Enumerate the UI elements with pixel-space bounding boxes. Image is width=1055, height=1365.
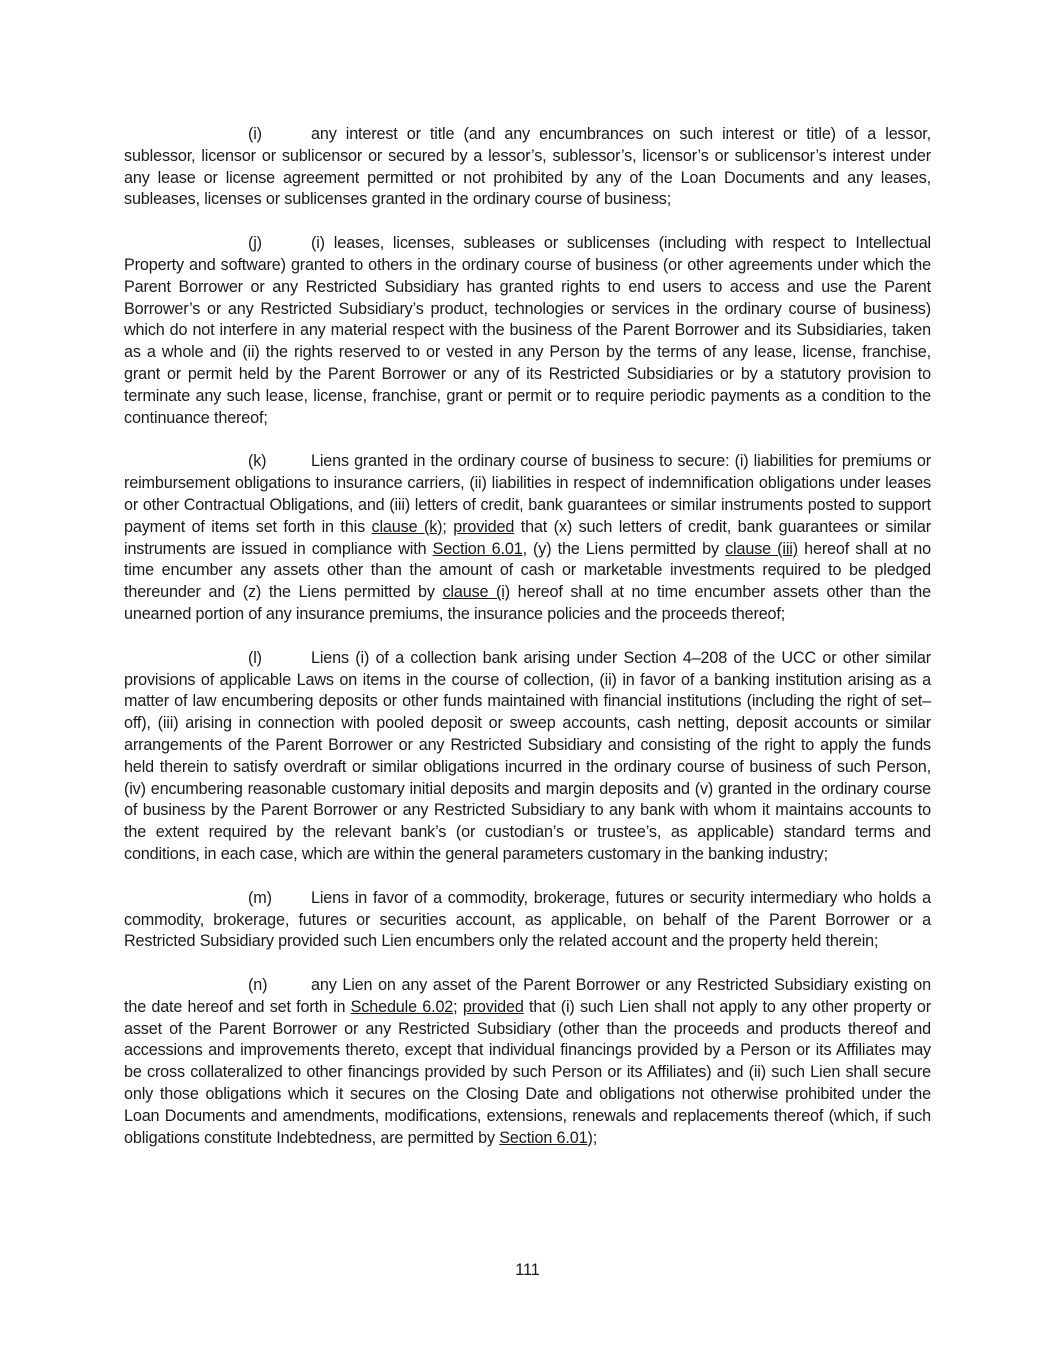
paragraph-l <box>124 648 931 866</box>
paragraph-text: ; <box>442 517 454 536</box>
page-number: 111 <box>515 1261 540 1279</box>
paragraph-label: (m) <box>248 888 272 907</box>
cross-reference: clause (iii) <box>725 539 798 558</box>
paragraph-text: (i) leases, licenses, subleases or sublicenses (including with respect to Intellectual Property and software) granted to others in the ordinary course of business (or other agreements under which the Parent Borrower or any Restricted Subsidiary has granted rights to end users to access and use the Parent Borrower’s or any Restricted Subsidiary’s product, technologies or services in the ordinary course of business) which do not interfere in any material respect with the business of the Parent Borrower and its Subsidiaries, taken as a whole and (ii) the rights reserved to or vested in any Person by the terms of any lease, license, franchise, grant or permit held by the Parent Borrower or any of its Restricted Subsidiaries or by a statutory provision to terminate any such lease, license, franchise, grant or permit or to require periodic payments as a condition to the continuance thereof; <box>124 234 931 427</box>
proviso-term: provided <box>462 997 524 1016</box>
paragraph-label: (n) <box>248 976 268 995</box>
paragraph-text: , (y) the Liens permitted by <box>522 539 726 558</box>
paragraph-k <box>124 451 931 625</box>
paragraph-text: ; <box>453 997 463 1016</box>
cross-reference: Schedule 6.02 <box>350 997 454 1016</box>
paragraph-text: ); <box>587 1128 598 1147</box>
paragraph-text: Liens granted in the ordinary course of business to secure: (i) liabilities for premiums or reimbursement obligations to insurance carriers, (ii) liabilities in respect of indemnification obligations under leases or other Contractual Obligations, and (iii) letters of credit, bank guarantees or similar instruments posted to support payment of items set forth in this <box>124 452 931 536</box>
document-body <box>124 124 931 1171</box>
paragraph-text: any interest or title (and any encumbrances on such interest or title) of a lessor, sublessor, licensor or sublicensor or secured by a lessor’s, sublessor’s, licensor’s or sublicensor’s interest under any lease or license agreement permitted or not prohibited by any of the Loan Documents and any leases, subleases, licenses or sublicenses granted in the ordinary course of business; <box>124 125 931 209</box>
paragraph-m <box>124 888 931 953</box>
cross-reference: clause (k) <box>371 517 443 536</box>
paragraph-text: that (i) such Lien shall not apply to any other property or asset of the Parent Borrower or any Restricted Subsidiary (other than the proceeds and products thereof and accessions and improvements thereto, except that individual financings provided by a Person or its Affiliates may be cross collateralized to other financings provided by such Person or its Affiliates) and (ii) such Lien shall secure only those obligations which it secures on the Closing Date and obligations not otherwise prohibited under the Loan Documents and amendments, modifications, extensions, renewals and replacements thereof (which, if such obligations constitute Indebtedness, are permitted by <box>124 997 932 1147</box>
paragraph-label: (i) <box>248 125 262 143</box>
cross-reference: Section 6.01 <box>499 1128 588 1147</box>
paragraph-text: Liens in favor of a commodity, brokerage, futures or security intermediary who holds a commodity, brokerage, futures or securities account, as applicable, on behalf of the Parent Borrower or a Restricted Subsidiary provided such Lien encumbers only the related account and the property held therein; <box>124 888 931 951</box>
paragraph-label: (j) <box>248 234 262 253</box>
paragraph-i <box>124 124 931 211</box>
paragraph-n <box>124 975 931 1149</box>
paragraph-j <box>124 233 931 429</box>
paragraph-text: Liens (i) of a collection bank arising under Section 4–208 of the UCC or other similar provisions of applicable Laws on items in the course of collection, (ii) in favor of a banking institution arising as a matter of law encumbering deposits or other funds maintained with financial institutions (including the right of set–off), (iii) arising in connection with pooled deposit or sweep accounts, cash netting, deposit accounts or similar arrangements of the Parent Borrower or any Restricted Subsidiary and consisting of the right to apply the funds held therein to satisfy overdraft or similar obligations incurred in the ordinary course of business of such Person, (iv) encumbering reasonable customary initial deposits and margin deposits and (v) granted in the ordinary course of business by the Parent Borrower or any Restricted Subsidiary to any bank with whom it maintains accounts to the extent required by the relevant bank’s (or custodian’s or trustee’s, as applicable) standard terms and conditions, in each case, which are within the general parameters customary in the banking industry; <box>124 648 931 863</box>
cross-reference: Section 6.01 <box>432 539 523 558</box>
paragraph-text: that (x) such letters of credit, bank guarantees or similar instruments are issued in compliance with <box>124 517 931 558</box>
paragraph-text: hereof shall at no time encumber any assets other than the amount of cash or marketable investments required to be pledged thereunder and (z) the Liens permitted by <box>124 539 931 602</box>
paragraph-label: (k) <box>248 452 267 471</box>
paragraph-text: hereof shall at no time encumber assets other than the unearned portion of any insurance premiums, the insurance policies and the proceeds thereof; <box>124 583 932 623</box>
cross-reference: clause (i) <box>442 583 510 602</box>
paragraph-label: (l) <box>248 648 262 667</box>
paragraph-text: any Lien on any asset of the Parent Borrower or any Restricted Subsidiary existing on the date hereof and set forth in <box>124 976 931 1016</box>
proviso-term: provided <box>453 517 515 536</box>
